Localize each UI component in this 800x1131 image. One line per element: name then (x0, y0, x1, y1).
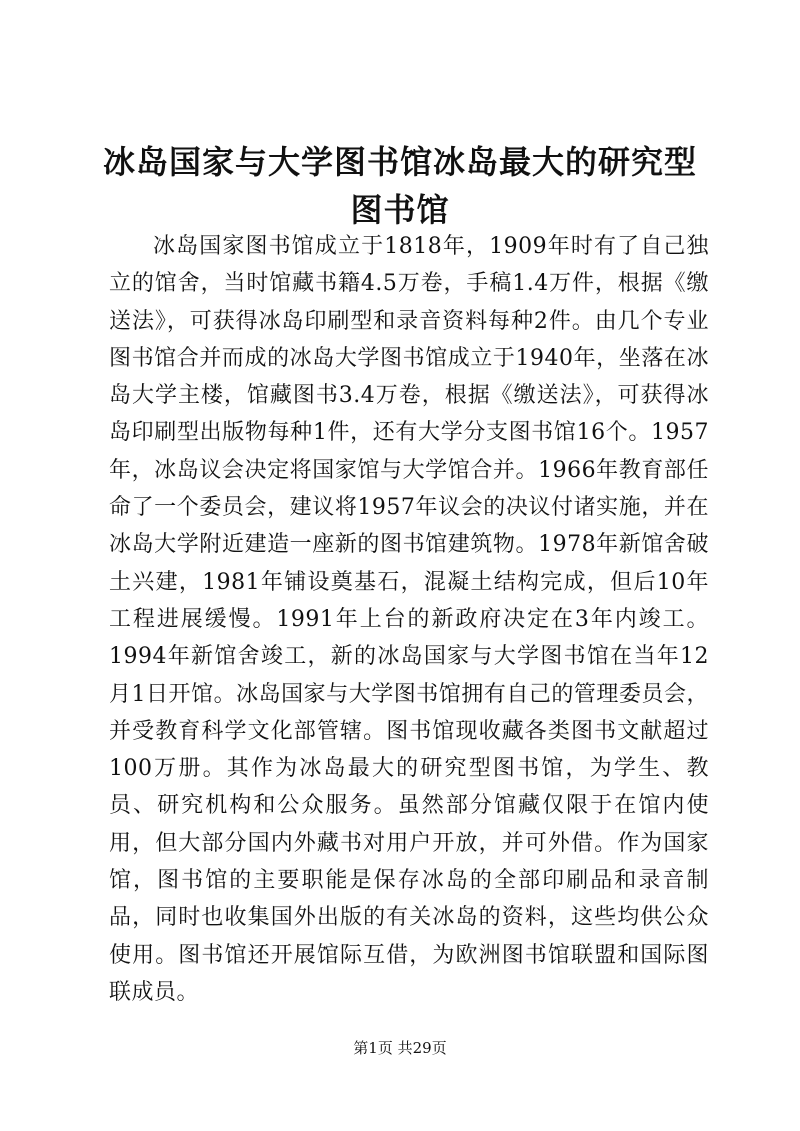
page-number-footer: 第1页 共29页 (353, 1039, 447, 1057)
body-paragraph: 冰岛国家图书馆成立于1818年，1909年时有了自己独立的馆舍，当时馆藏书籍4.5万卷，手稿1.4万件，根据《缴送法》，可获得冰岛印刷型和录音资料每种2件。由几个专业图书馆合并而成的冰岛大学图书馆成立于1940年，坐落在冰岛大学主楼，馆藏图书3.4万卷，根据《缴送法》，可获得冰岛印刷型出版物每种1件，还有大学分支图书馆16个。1957年，冰岛议会决定将国家馆与大学馆合并。1966年教育部任命了一个委员会，建议将1957年议会的决议付诸实施，并在冰岛大学附近建造一座新的图书馆建筑物。1978年新馆舍破土兴建，1981年铺设奠基石，混凝土结构完成，但后10年工程进展缓慢。1991年上台的新政府决定在3年内竣工。1994年新馆舍竣工，新的冰岛国家与大学图书馆在当年12月1日开馆。冰岛国家与大学图书馆拥有自己的管理委员会，并受教育科学文化部管辖。图书馆现收藏各类图书文献超过100万册。其作为冰岛最大的研究型图书馆，为学生、教员、研究机构和公众服务。虽然部分馆藏仅限于在馆内使用，但大部分国内外藏书对用户开放，并可外借。作为国家馆，图书馆的主要职能是保存冰岛的全部印刷品和录音制品，同时也收集国外出版的有关冰岛的资料，这些均供公众使用。图书馆还开展馆际互借，为欧洲图书馆联盟和国际图联成员。 (109, 234, 709, 1005)
page-title: 冰岛国家与大学图书馆冰岛最大的研究型图书馆 (102, 143, 697, 229)
